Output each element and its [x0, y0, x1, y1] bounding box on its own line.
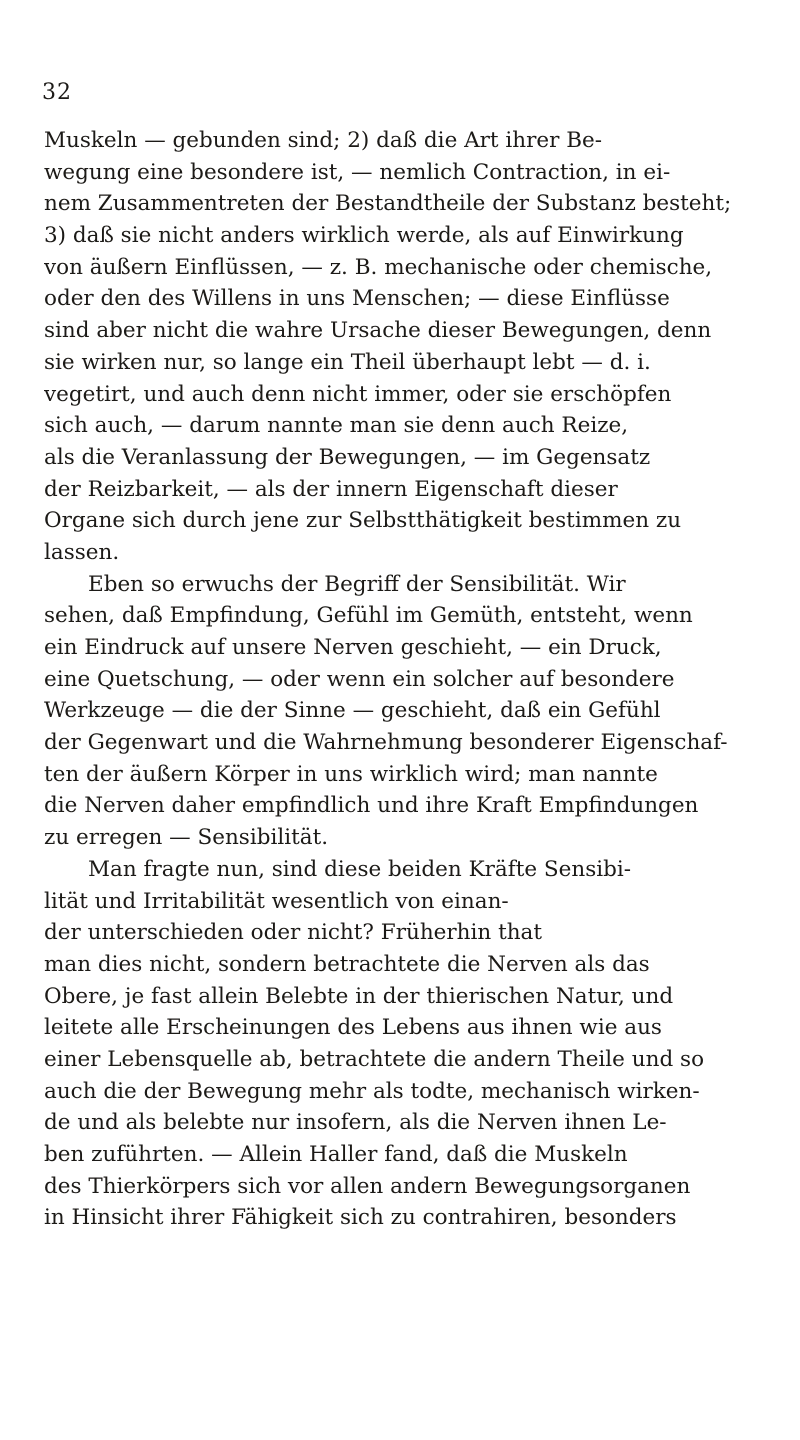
text-line: wegung eine besondere ist, — nemlich Contraction, in ei- [44, 159, 671, 185]
text-line: sind aber nicht die wahre Ursache dieser Bewegungen, denn [44, 318, 712, 344]
text-line: Organe sich durch jene zur Selbstthätigkeit bestimmen zu [44, 508, 682, 534]
text-line: Muskeln — gebunden sind; 2) daß die Art ihrer Be- [44, 128, 603, 153]
text-line: eine Quetschung, — oder wenn ein solcher auf besondere [44, 666, 675, 692]
text-line: lität und Irritabilität wesentlich von einan- [44, 888, 509, 914]
text-line: Obere, je fast allein Belebte in der thierischen Natur, und [44, 983, 674, 1009]
text-line: de und als belebte nur insofern, als die Nerven ihnen Le- [44, 1110, 667, 1136]
text-line: leitete alle Erscheinungen des Lebens aus ihnen wie aus [44, 1015, 662, 1041]
text-line: der Reizbarkeit, — als der innern Eigenschaft dieser [44, 476, 618, 502]
text-line: die Nerven daher empfindlich und ihre Kraft Empfindungen [44, 793, 699, 819]
text-line: auch die der Bewegung mehr als todte, mechanisch wirken- [44, 1078, 700, 1104]
text-line: sehen, daß Empfindung, Gefühl im Gemüth, entsteht, wenn [44, 603, 693, 629]
text-line: ben zuführten. — Allein Haller fand, daß die Muskeln [44, 1142, 628, 1167]
text-line: sie wirken nur, so lange ein Theil überhaupt lebt — d. i. [44, 349, 651, 375]
paragraph-start-line: Eben so erwuchs der Begriff der Sensibilität. Wir [88, 571, 626, 597]
body-text [44, 125, 790, 1234]
text-line: sich auch, — darum nannte man sie denn auch Reize, [44, 413, 629, 439]
text-line: der unterschieden oder nicht? Früherhin that [44, 920, 543, 946]
text-line: der Gegenwart und die Wahrnehmung besonderer Eigenschaf- [44, 730, 728, 756]
text-line: lassen. [44, 539, 120, 565]
text-line: man dies nicht, sondern betrachtete die Nerven als das [44, 951, 650, 977]
page-number: 32 [42, 80, 72, 105]
text-line: des Thierkörpers sich vor allen andern Bewegungsorganen [44, 1173, 691, 1199]
text-line: einer Lebensquelle ab, betrachtete die andern Theile und so [44, 1046, 705, 1072]
text-line: 3) daß sie nicht anders wirklich werde, als auf Einwirkung [44, 223, 684, 249]
text-line: oder den des Willens in uns Menschen; — diese Einflüsse [44, 286, 670, 312]
text-line: ten der äußern Körper in uns wirklich wird; man nannte [44, 761, 658, 787]
text-line: von äußern Einflüssen, — z. B. mechanische oder chemische, [44, 254, 713, 280]
text-line: Werkzeuge — die der Sinne — geschieht, daß ein Gefühl [44, 698, 661, 724]
text-line: zu erregen — Sensibilität. [44, 825, 329, 851]
text-line: als die Veranlassung der Bewegungen, — im Gegensatz [44, 444, 651, 470]
text-line: in Hinsicht ihrer Fähigkeit sich zu contrahiren, besonders [44, 1205, 677, 1231]
text-line: ein Eindruck auf unsere Nerven geschieht, — ein Druck, [44, 635, 662, 660]
paragraph-start-line: Man fragte nun, sind diese beiden Kräfte Sensibi- [88, 856, 632, 882]
text-line: vegetirt, und auch denn nicht immer, oder sie erschöpfen [44, 381, 672, 407]
text-line: nem Zusammentreten der Bestandtheile der Substanz besteht; [44, 191, 732, 217]
